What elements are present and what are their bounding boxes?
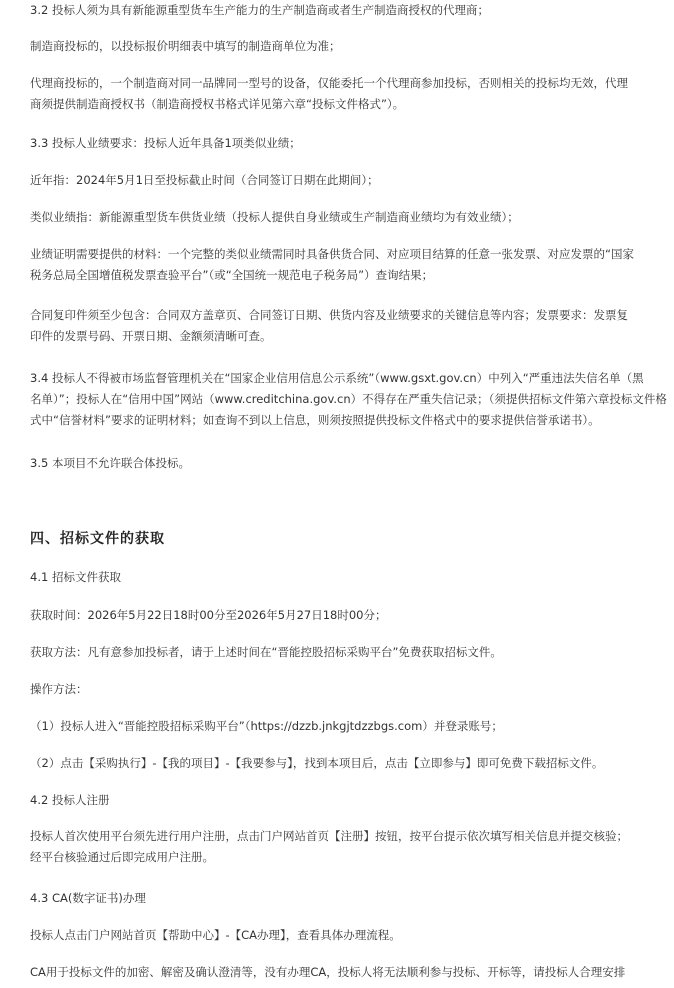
- paragraph-operation: 操作方法：: [30, 682, 88, 696]
- paragraph-agent-bid: [30, 73, 664, 115]
- paragraph-ca-usage: CA用于投标文件的加密、解密及确认澄清等，没有办理CA，投标人将无法顺利参与投标、开标等，请投标人合理安排: [30, 965, 626, 979]
- paragraph-similar-performance: 类似业绩指：新能源重型货车供货业绩（投标人提供自身业绩或生产制造商业绩均为有效业绩）；: [30, 210, 519, 224]
- paragraph-3-5: 3.5 本项目不允许联合体投标。: [30, 456, 190, 470]
- paragraph-contract-copy: [30, 305, 664, 347]
- text-line: 名单）”；投标人在“信用中国”网站（www.creditchina.gov.cn）不得存在严重失信记录；（须提供招标文件第六章投标文件格: [30, 392, 667, 406]
- section-heading: 四、招标文件的获取: [30, 531, 165, 547]
- paragraph-4-3: 4.3 CA(数字证书)办理: [30, 891, 146, 905]
- paragraph-4-2: 4.2 投标人注册: [30, 793, 110, 807]
- paragraph-obtain-time: 获取时间：2026年5月22日18时00分至2026年5月27日18时00分；: [30, 608, 387, 622]
- text-line: 式中“信誉材料”要求的证明材料；如查询不到以上信息，则须按照提供投标文件格式中的要求提供信誉承诺书）。: [30, 413, 600, 427]
- text-line: 商须提供制造商授权书（制造商授权书格式详见第六章“投标文件格式”）。: [30, 97, 405, 111]
- paragraph-step-1: （1）投标人进入“晋能控股招标采购平台”（https://dzzb.jnkgjtdzzbgs.com）并登录账号；: [30, 719, 503, 733]
- text-line: 合同复印件须至少包含：合同双方盖章页、合同签订日期、供货内容及业绩要求的关键信息等内容；发票要求：发票复: [30, 308, 628, 322]
- paragraph-3-2: 3.2 投标人须为具有新能源重型货车生产能力的生产制造商或者生产制造商授权的代理商；: [30, 3, 489, 17]
- paragraph-registration: [30, 826, 664, 868]
- paragraph-manufacturer-bid: 制造商投标的，以投标报价明细表中填写的制造商单位为准；: [30, 39, 341, 53]
- text-line: 3.4 投标人不得被市场监督管理机关在“国家企业信用信息公示系统”（www.gsxt.gov.cn）中列入“严重违法失信名单（黑: [30, 371, 644, 385]
- paragraph-3-3: 3.3 投标人业绩要求：投标人近年具备1项类似业绩；: [30, 136, 301, 150]
- text-line: 印件的发票号码、开票日期、金额须清晰可查。: [30, 329, 272, 343]
- paragraph-recent-years: 近年指：2024年5月1日至投标截止时间（合同签订日期在此期间）；: [30, 173, 379, 187]
- text-line: 业绩证明需要提供的材料：一个完整的类似业绩需同时具备供货合同、对应项目结算的任意一张发票、对应发票的“国家: [30, 247, 634, 261]
- text-line: 经平台核验通过后即完成用户注册。: [30, 850, 214, 864]
- text-line: 代理商投标的，一个制造商对同一品牌同一型号的设备，仅能委托一个代理商参加投标，否则相关的投标均无效，代理: [30, 76, 628, 90]
- paragraph-ca-help: 投标人点击门户网站首页【帮助中心】-【CA办理】，查看具体办理流程。: [30, 928, 401, 942]
- paragraph-step-2: （2）点击【采购执行】-【我的项目】-【我要参与】，找到本项目后，点击【立即参与】即可免费下载招标文件。: [30, 756, 604, 770]
- text-line: 投标人首次使用平台须先进行用户注册，点击门户网站首页【注册】按钮，按平台提示依次填写相关信息并提交核验；: [30, 829, 628, 843]
- paragraph-obtain-method: 获取方法：凡有意参加投标者，请于上述时间在“晋能控股招标采购平台”免费获取招标文件。: [30, 645, 502, 659]
- paragraph-3-4: [30, 368, 667, 431]
- paragraph-performance-proof: [30, 244, 664, 286]
- text-line: 税务总局全国增值税发票查验平台”（或“全国统一规范电子税务局”）查询结果；: [30, 268, 434, 282]
- paragraph-4-1: 4.1 招标文件获取: [30, 570, 121, 584]
